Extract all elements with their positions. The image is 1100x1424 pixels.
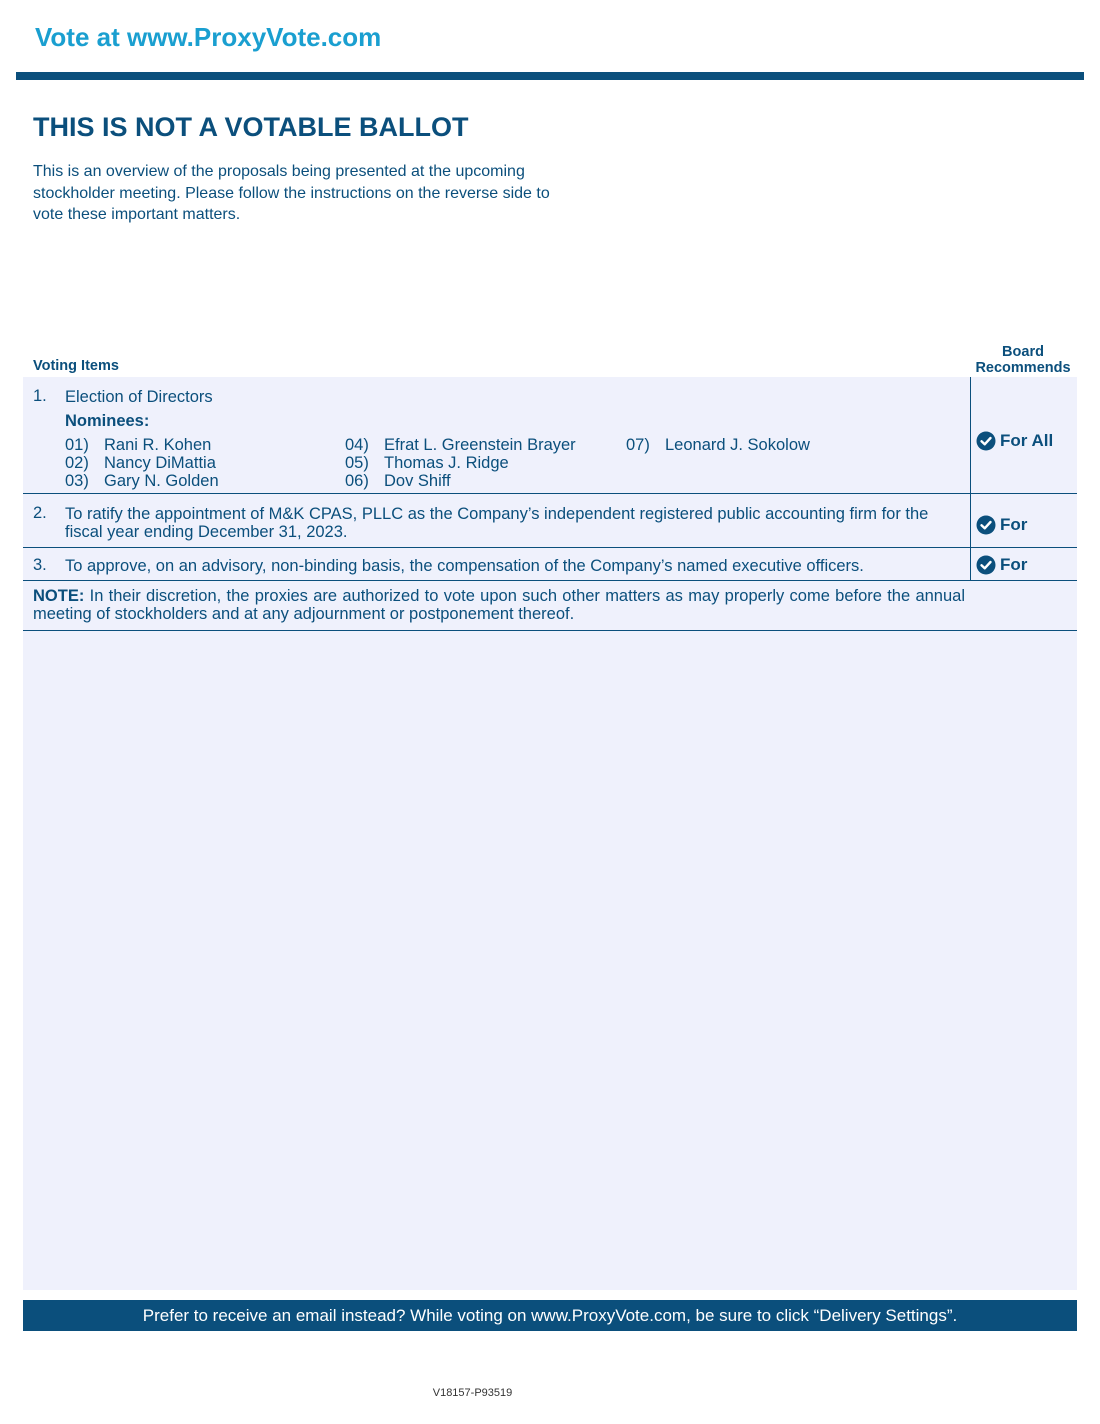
recommendation-column-divider [970,377,971,581]
note-label: NOTE: [33,587,85,605]
page-title: THIS IS NOT A VOTABLE BALLOT [33,112,469,142]
check-circle-icon [976,515,996,535]
item-text: To ratify the appointment of M&K CPAS, PLLC as the Company’s independent registered public accounting firm for the fiscal year ending December 31, 2023. [65,505,929,541]
nominee-item [65,436,211,454]
item-number: 1. [33,387,47,405]
row-divider [23,547,1077,548]
item-number: 3. [33,556,47,574]
nominee-number: 05) [345,454,369,472]
vote-url-heading: Vote at www.ProxyVote.com [35,22,382,52]
nominee-name: Thomas J. Ridge [384,454,509,472]
nominee-name: Gary N. Golden [104,472,219,490]
nominees-label: Nominees: [65,412,150,430]
nominee-number: 03) [65,472,89,490]
nominee-number: 06) [345,472,369,490]
board-recommends-header: Board Recommends [975,344,1071,376]
row-divider [23,630,1077,631]
recommendation-label: For [1000,555,1028,574]
recommendation-label: For All [1000,431,1054,450]
top-divider [16,72,1084,80]
recommendation-for [976,515,1027,535]
nominee-name: Nancy DiMattia [104,454,216,472]
email-delivery-banner: Prefer to receive an email instead? While voting on www.ProxyVote.com, be sure to click “Delivery Settings”. [23,1300,1077,1331]
nominee-number: 02) [65,454,89,472]
nominee-name: Dov Shiff [384,472,451,490]
recommendation-for-all [976,431,1053,451]
row-divider [23,493,1077,494]
recommendation-label: For [1000,515,1028,534]
nominee-number: 01) [65,436,89,454]
nominee-number: 07) [626,436,650,454]
check-circle-icon [976,555,996,575]
intro-paragraph: This is an overview of the proposals being presented at the upcoming stockholder meeting. Please follow the instructions on the reverse side to vote these important matters. [33,163,550,223]
item-number: 2. [33,504,47,522]
nominee-item [345,472,451,490]
nominee-item [345,454,509,472]
recommendation-for [976,555,1027,575]
nominee-item [626,436,810,454]
voting-items-header: Voting Items [33,358,119,374]
nominee-name: Rani R. Kohen [104,436,212,454]
nominee-number: 04) [345,436,369,454]
nominee-name: Efrat L. Greenstein Brayer [384,436,576,454]
nominee-name: Leonard J. Sokolow [665,436,810,454]
nominee-item [345,436,576,454]
check-circle-icon [976,431,996,451]
note-paragraph [33,587,965,623]
note-text: In their discretion, the proxies are authorized to vote upon such other matters as may properly come before the annual meeting of stockholders and at any adjournment or postponement thereof. [33,587,965,623]
item-text: To approve, on an advisory, non-binding basis, the compensation of the Company’s named executive officers. [65,557,864,575]
item-text: Election of Directors [65,388,213,406]
row-divider [23,580,1077,581]
job-code: V18157-P93519 [432,1387,513,1399]
nominee-item [65,472,219,490]
nominee-item [65,454,216,472]
